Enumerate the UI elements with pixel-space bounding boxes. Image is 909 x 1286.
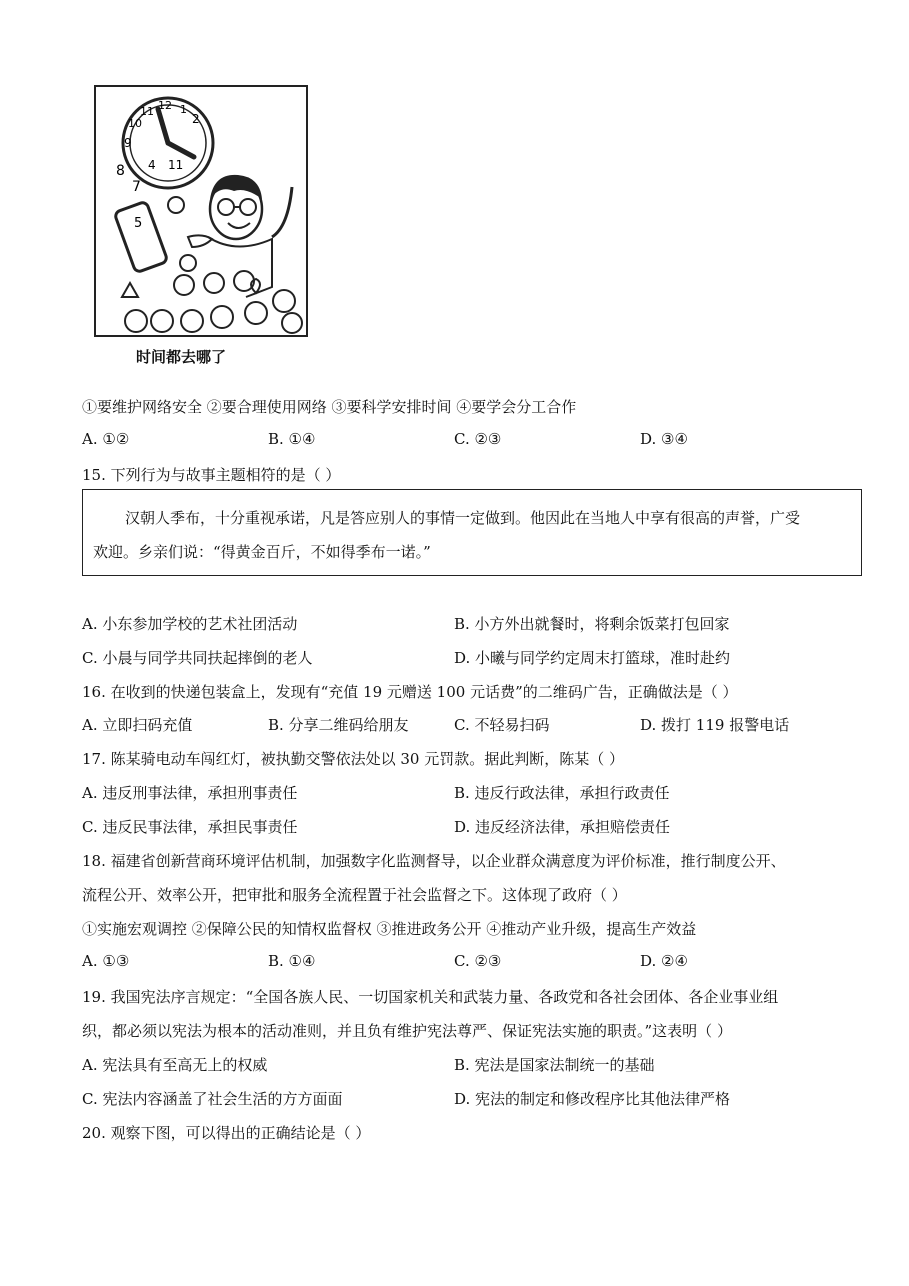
q14-option-d[interactable]: D. ③④: [640, 430, 688, 448]
clock-digit: 7: [132, 179, 141, 195]
clock-digit: 1: [180, 103, 187, 116]
q18-option-c[interactable]: C. ②③: [454, 952, 502, 970]
q18-option-a[interactable]: A. ①③: [82, 952, 130, 970]
q18-stem-line2: 流程公开、效率公开，把审批和服务全流程置于社会监督之下。这体现了政府（ ）: [82, 886, 627, 904]
q15-story-line: 欢迎。乡亲们说：“得黄金百斤，不如得季布一诺。”: [93, 543, 431, 561]
cartoon-illustration: [94, 85, 308, 337]
q16-option-c[interactable]: C. 不轻易扫码: [454, 716, 550, 734]
q15-option-b[interactable]: B. 小方外出就餐时，将剩余饭菜打包回家: [454, 615, 730, 633]
q17-option-b[interactable]: B. 违反行政法律，承担行政责任: [454, 784, 670, 802]
q19-stem-line2: 织，都必须以宪法为根本的活动准则，并且负有维护宪法尊严、保证宪法实施的职责。”这表明（ ）: [82, 1022, 732, 1040]
clock-digit: 4: [148, 158, 156, 172]
clock-digit: 12: [158, 99, 172, 112]
q19-option-a[interactable]: A. 宪法具有至高无上的权威: [82, 1056, 268, 1074]
q15-stem: 15. 下列行为与故事主题相符的是（ ）: [82, 466, 341, 484]
q16-option-b[interactable]: B. 分享二维码给朋友: [268, 716, 409, 734]
q18-statements: ①实施宏观调控 ②保障公民的知情权监督权 ③推进政务公开 ④推动产业升级，提高生产效益: [82, 920, 697, 938]
clock-digit: 8: [116, 163, 125, 179]
q14-option-a[interactable]: A. ①②: [82, 430, 130, 448]
q19-option-d[interactable]: D. 宪法的制定和修改程序比其他法律严格: [454, 1090, 731, 1108]
q17-option-c[interactable]: C. 违反民事法律，承担民事责任: [82, 818, 298, 836]
q15-story-line: 汉朝人季布，十分重视承诺，凡是答应别人的事情一定做到。他因此在当地人中享有很高的声誉，广受: [125, 509, 801, 527]
q14-option-c[interactable]: C. ②③: [454, 430, 502, 448]
q15-story-box: [82, 489, 862, 576]
q19-option-b[interactable]: B. 宪法是国家法制统一的基础: [454, 1056, 655, 1074]
q20-stem: 20. 观察下图，可以得出的正确结论是（ ）: [82, 1124, 371, 1142]
cartoon-drawing: [96, 87, 306, 335]
clock-digit: 11: [140, 105, 154, 118]
q17-option-d[interactable]: D. 违反经济法律，承担赔偿责任: [454, 818, 671, 836]
clock-digit: 9: [124, 136, 132, 150]
cartoon-caption: 时间都去哪了: [136, 348, 227, 366]
q17-option-a[interactable]: A. 违反刑事法律，承担刑事责任: [82, 784, 298, 802]
q18-option-b[interactable]: B. ①④: [268, 952, 316, 970]
q16-option-a[interactable]: A. 立即扫码充值: [82, 716, 193, 734]
q15-option-d[interactable]: D. 小曦与同学约定周末打篮球，准时赴约: [454, 649, 731, 667]
clock-digit: 2: [192, 112, 200, 126]
q18-stem-line1: 18. 福建省创新营商环境评估机制，加强数字化监测督导，以企业群众满意度为评价标准，推行制度公开、: [82, 852, 786, 870]
clock-digit: 10: [128, 117, 142, 130]
q17-stem: 17. 陈某骑电动车闯红灯，被执勤交警依法处以 30 元罚款。据此判断，陈某（ ）: [82, 750, 625, 768]
q16-stem: 16. 在收到的快递包装盒上，发现有“充值 19 元赠送 100 元话费”的二维码广告，正确做法是（ ）: [82, 683, 738, 701]
q15-option-a[interactable]: A. 小东参加学校的艺术社团活动: [82, 615, 298, 633]
q15-option-c[interactable]: C. 小晨与同学共同扶起摔倒的老人: [82, 649, 313, 667]
q16-option-d[interactable]: D. 拨打 119 报警电话: [640, 716, 790, 734]
clock-digit: 11: [168, 158, 184, 172]
phone-digit: 5: [134, 216, 143, 231]
q14-statements: ①要维护网络安全 ②要合理使用网络 ③要科学安排时间 ④要学会分工合作: [82, 398, 577, 416]
q19-option-c[interactable]: C. 宪法内容涵盖了社会生活的方方面面: [82, 1090, 343, 1108]
q19-stem-line1: 19. 我国宪法序言规定：“全国各族人民、一切国家机关和武装力量、各政党和各社会团体、各企业事业组: [82, 988, 779, 1006]
q14-option-b[interactable]: B. ①④: [268, 430, 316, 448]
q18-option-d[interactable]: D. ②④: [640, 952, 688, 970]
